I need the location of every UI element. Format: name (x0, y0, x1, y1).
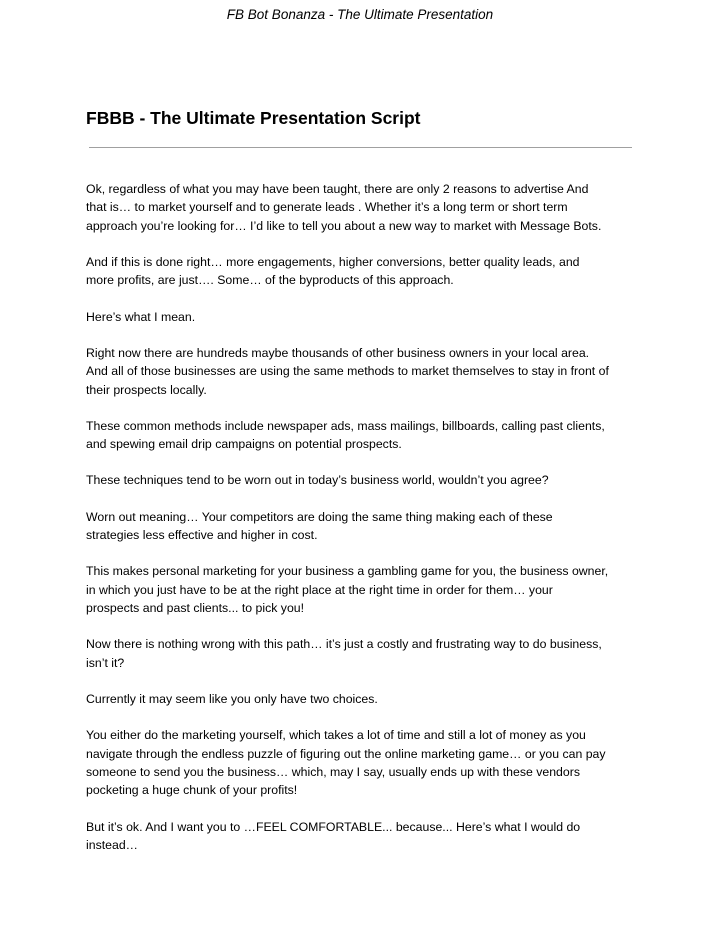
paragraph: Currently it may seem like you only have two choices. (86, 691, 378, 706)
paragraph: This makes personal marketing for your business a gambling game for you, the business owner, in which you just have to be at the right place at the right time in order for them… your prospects and past clients... to pick you! (86, 564, 609, 616)
paragraph: These techniques tend to be worn out in today’s business world, wouldn’t you agree? (86, 473, 549, 488)
title-divider (89, 147, 632, 148)
paragraph: And if this is done right… more engagements, higher conversions, better quality leads, and more profits, are just…. Some… of the byproducts of this approach. (86, 255, 580, 288)
paragraph: These common methods include newspaper ads, mass mailings, billboards, calling past clients, and spewing email drip campaigns on potential prospects. (86, 418, 605, 452)
paragraph: Now there is nothing wrong with this path… it’s just a costly and frustrating way to do business, isn’t it? (86, 637, 602, 670)
paragraph: Worn out meaning… Your competitors are doing the same thing making each of these strategies less effective and higher in cost. (86, 509, 553, 543)
paragraph: You either do the marketing yourself, which takes a lot of time and still a lot of money as you navigate through the endless puzzle of figuring out the online marketing game… or you can pay someone to send you the business… which, may I say, usually ends up with these vendors pocketing a huge chunk of your profits! (86, 728, 606, 798)
paragraph: Right now there are hundreds maybe thousands of other business owners in your local area. And all of those businesses are using the same methods to market themselves to stay in front of their prospects locally. (86, 345, 609, 397)
document-body (86, 180, 640, 872)
paragraph: Here’s what I mean. (86, 309, 196, 324)
document-title: FBBB - The Ultimate Presentation Script (86, 108, 421, 128)
paragraph: But it’s ok. And I want you to …FEEL COMFORTABLE... because... Here’s what I would do instead… (86, 819, 581, 852)
running-header: FB Bot Bonanza - The Ultimate Presentation (226, 7, 494, 22)
paragraph: Ok, regardless of what you may have been taught, there are only 2 reasons to advertise And that is… to market yourself and to generate leads . Whether it’s a long term or short term approach you’re looking for… I’d like to tell you about a new way to market with Message Bots. (86, 182, 602, 233)
